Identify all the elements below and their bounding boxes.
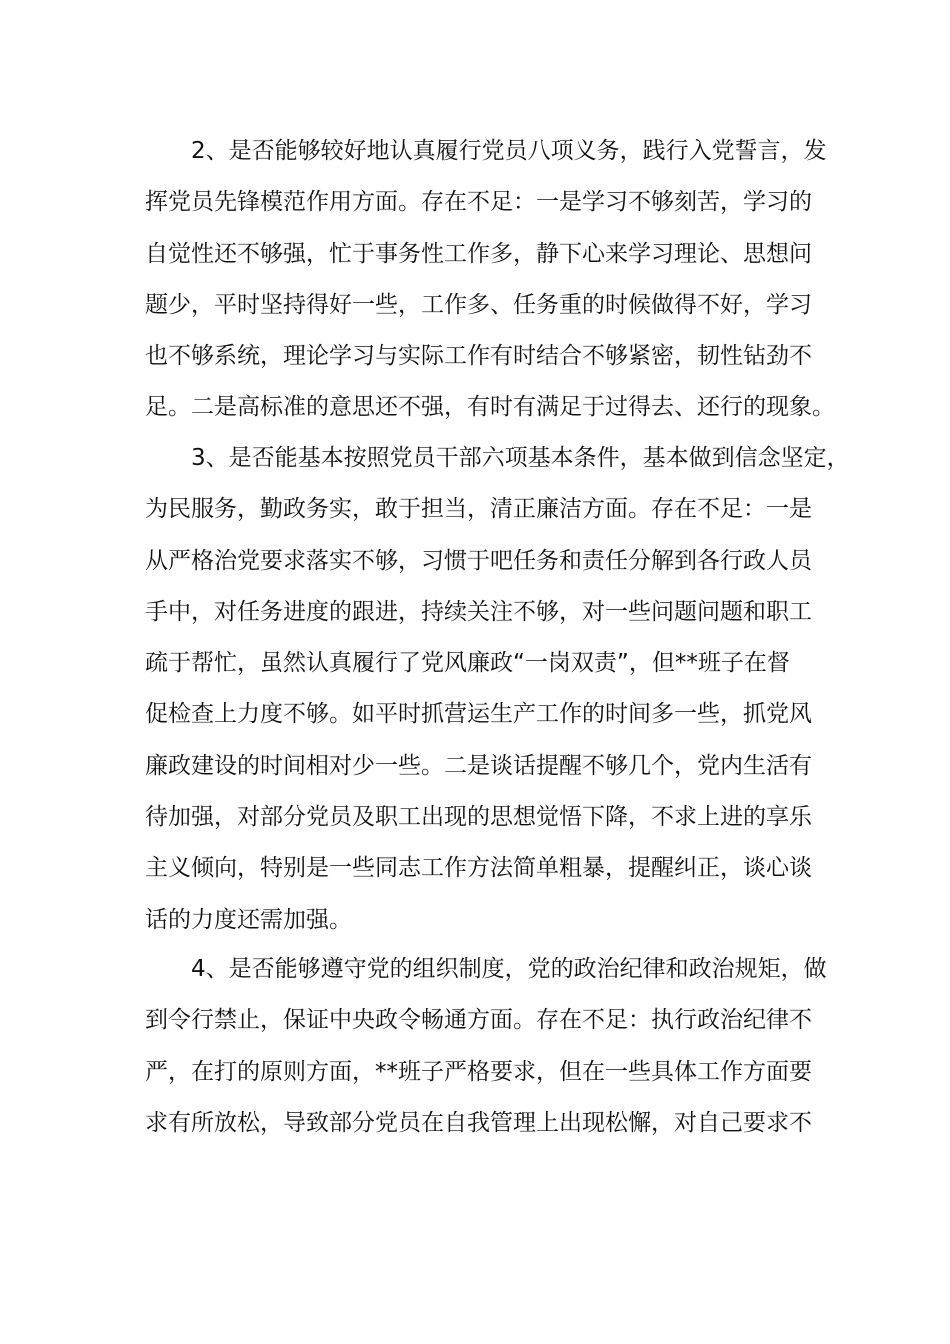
- paragraph-line: 为民服务，勤政务实，敢于担当，清正廉洁方面。存在不足：一是: [145, 496, 812, 523]
- paragraph-line: 也不够系统，理论学习与实际工作有时结合不够紧密，韧性钻劲不: [145, 343, 812, 370]
- paragraph-2: [145, 126, 835, 434]
- paragraph-line: 题少，平时坚持得好一些，工作多、任务重的时候做得不好，学习: [145, 291, 812, 318]
- paragraph-4: [145, 944, 825, 1149]
- paragraph-line: 求有所放松，导致部分党员在自我管理上出现松懈，对自己要求不: [145, 1109, 812, 1136]
- paragraph-line: 廉政建设的时间相对少一些。二是谈话提醒不够几个，党内生活有: [145, 752, 812, 779]
- paragraph-line: 话的力度还需加强。: [145, 906, 352, 933]
- paragraph-line: 手中，对任务进度的跟进，持续关注不够，对一些问题问题和职工: [145, 598, 812, 625]
- paragraph-line: 从严格治党要求落实不够，习惯于吧任务和责任分解到各行政人员: [145, 547, 812, 574]
- paragraph-line: 挥党员先锋模范作用方面。存在不足：一是学习不够刻苦，学习的: [145, 189, 812, 216]
- paragraph-line: 疏于帮忙，虽然认真履行了党风廉政“一岗双责”，但**班子在督: [145, 650, 790, 677]
- paragraph-line: 待加强，对部分党员及职工出现的思想觉悟下降，不求上进的享乐: [145, 804, 812, 831]
- paragraph-line: 2、是否能够较好地认真履行党员八项义务，践行入党誓言，发: [191, 138, 827, 164]
- paragraph-3: [145, 433, 850, 946]
- paragraph-line: 3、是否能基本按照党员干部六项基本条件，基本做到信念坚定，: [191, 445, 850, 471]
- paragraph-line: 主义倾向，特别是一些同志工作方法简单粗暴，提醒纠正，谈心谈: [145, 855, 812, 882]
- paragraph-line: 4、是否能够遵守党的组织制度，党的政治纪律和政治规矩，做: [191, 956, 827, 982]
- paragraph-line: 促检查上力度不够。如平时抓营运生产工作的时间多一些，抓党风: [145, 701, 812, 728]
- paragraph-line: 到令行禁止，保证中央政令畅通方面。存在不足：执行政治纪律不: [145, 1007, 812, 1034]
- paragraph-line: 自觉性还不够强，忙于事务性工作多，静下心来学习理论、思想问: [145, 240, 812, 267]
- paragraph-line: 足。二是高标准的意思还不强，有时有满足于过得去、还行的现象。: [145, 394, 835, 421]
- paragraph-line: 严，在打的原则方面，**班子严格要求，但在一些具体工作方面要: [145, 1058, 812, 1085]
